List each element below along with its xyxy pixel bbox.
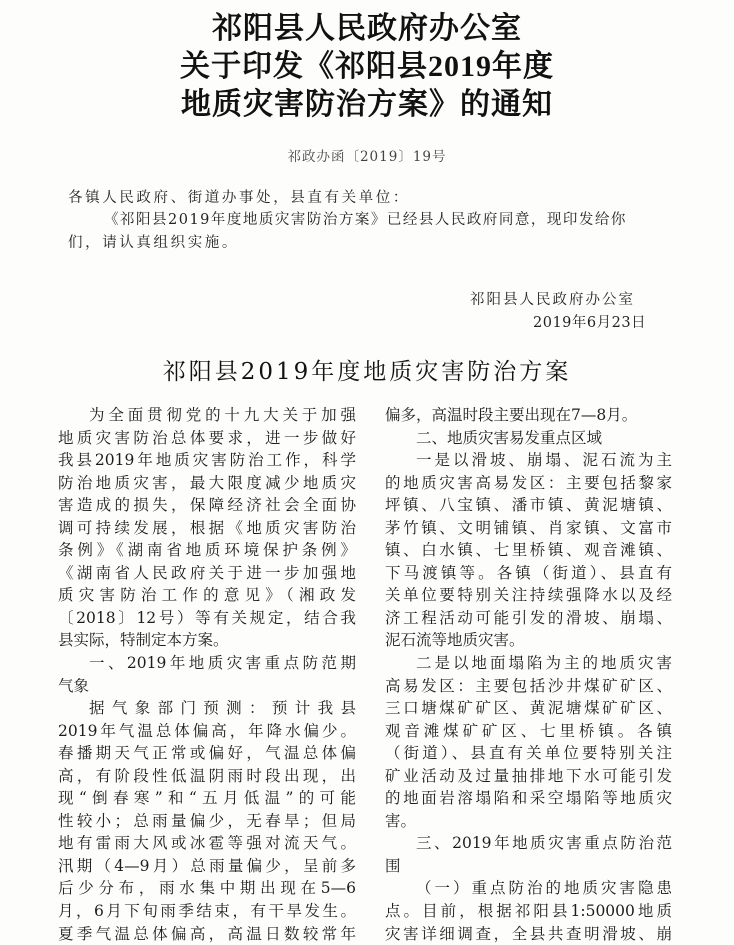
body-text-line: 下马渡镇等。各镇（街道）、县直有 — [385, 563, 672, 582]
plan-title: 祁阳县2019年度地质灾害防治方案 — [162, 359, 572, 385]
signature-date: 2019年6月23日 — [533, 315, 647, 331]
body-text-line: 的地质灾害高易发区：主要包括黎家 — [385, 473, 672, 492]
body-text-line: 我县2019年地质灾害防治工作，科学 — [58, 451, 356, 470]
body-text-line: 春播期天气正常或偏好，气温总体偏 — [58, 744, 356, 763]
body-text-line: 夏季气温总体偏高，高温日数较常年 — [58, 924, 356, 943]
notice-title — [0, 10, 734, 124]
body-text-line: 防治地质灾害，最大限度减少地质灾 — [58, 473, 356, 492]
body-text-line: 〔2018〕12号）等有关规定，结合我 — [58, 608, 356, 627]
body-text-line: 茅竹镇、文明铺镇、肖家镇、文富市 — [385, 518, 672, 537]
body-text-line: 汛期（4—9月）总雨量偏少，呈前多 — [58, 856, 356, 875]
body-text-line: 一、2019年地质灾害重点防范期 — [89, 654, 356, 673]
body-text-line: 月，6月下旬雨季结束，有干旱发生。 — [58, 902, 356, 921]
body-text-line: 二是以地面塌陷为主的地质灾害 — [416, 654, 672, 673]
body-text-line: 《湖南省人民政府关于进一步加强地 — [58, 563, 356, 582]
body-text-line: 质灾害防治工作的意见》（湘政发 — [58, 586, 356, 605]
body-text-line: 坪镇、八宝镇、潘市镇、黄泥塘镇、 — [385, 496, 672, 515]
document-number: 祁政办函〔2019〕19号 — [287, 149, 447, 165]
body-text-line: 点。目前，根据祁阳县1:50000地质 — [385, 902, 672, 921]
notice-title-line: 祁阳县人民政府办公室 — [212, 12, 522, 45]
body-text-line: 性较小；总雨量偏少，无春旱；但局 — [58, 811, 356, 830]
body-text-line: 地质灾害防治总体要求，进一步做好 — [58, 428, 356, 447]
body-text-line: （一）重点防治的地质灾害隐患 — [416, 879, 672, 898]
body-text-line: 害。 — [385, 811, 417, 830]
body-text-line: 济工程活动可能引发的滑坡、崩塌、 — [385, 608, 672, 627]
body-text-line: 二、地质灾害易发重点区域 — [416, 428, 603, 447]
body-text-line: 一是以滑坡、崩塌、泥石流为主 — [416, 451, 672, 470]
notice-body-line: 们，请认真组织实施。 — [68, 235, 239, 251]
body-text-line: 后少分布，雨水集中期出现在5—6 — [58, 879, 356, 898]
body-text-line: 灾害详细调查，全县共查明滑坡、崩 — [385, 924, 672, 943]
notice-title-line: 关于印发《祁阳县2019年度 — [180, 50, 554, 83]
plan-right-column — [385, 404, 672, 945]
body-text-line: 三、2019年地质灾害重点防治范 — [416, 834, 672, 853]
body-text-line: 2019年气温总体偏高，年降水偏少。 — [58, 721, 356, 740]
body-text-line: 现“倒春寒”和“五月低温”的可能 — [58, 789, 356, 808]
body-text-line: 镇、白水镇、七里桥镇、观音滩镇、 — [385, 541, 672, 560]
body-text-line: 高易发区：主要包括沙井煤矿矿区、 — [385, 676, 672, 695]
body-text-line: 的地面岩溶塌陷和采空塌陷等地质灾 — [385, 789, 672, 808]
plan-left-column — [58, 404, 356, 945]
body-text-line: 三口塘煤矿矿区、黄泥塘煤矿矿区、 — [385, 699, 672, 718]
body-text-line: 偏多，高温时段主要出现在7—8月。 — [385, 406, 638, 424]
body-text-line: 矿业活动及过量抽排地下水可能引发 — [385, 766, 672, 785]
notice-body-line: 《祁阳县2019年度地质灾害防治方案》已经县人民政府同意，现印发给你 — [104, 212, 627, 228]
body-text-line: 气象 — [58, 676, 90, 695]
body-text-line: 调可持续发展，根据《地质灾害防治 — [58, 518, 356, 537]
body-text-line: 害造成的损失，保障经济社会全面协 — [58, 496, 356, 515]
body-text-line: 为全面贯彻党的十九大关于加强 — [89, 406, 356, 424]
body-text-line: 条例》《湖南省地质环境保护条例》 — [58, 541, 356, 560]
addressee: 各镇人民政府、街道办事处，县直有关单位： — [68, 190, 410, 206]
body-text-line: 关单位要特别关注持续强降水以及经 — [385, 586, 672, 605]
notice-title-line: 地质灾害防治方案》的通知 — [181, 88, 553, 121]
body-text-line: 观音滩煤矿矿区、七里桥镇。各镇 — [385, 721, 672, 740]
body-text-line: 围 — [385, 856, 401, 875]
body-text-line: 据气象部门预测：预计我县 — [89, 699, 356, 718]
body-text-line: 泥石流等地质灾害。 — [385, 631, 525, 650]
body-text-line: 县实际，特制定本方案。 — [58, 631, 229, 650]
body-text-line: 地有雷雨大风或冰雹等强对流天气。 — [58, 834, 356, 853]
signature-organization: 祁阳县人民政府办公室 — [470, 292, 635, 308]
body-text-line: 高，有阶段性低温阴雨时段出现，出 — [58, 766, 356, 785]
body-text-line: （街道）、县直有关单位要特别关注 — [385, 744, 672, 763]
